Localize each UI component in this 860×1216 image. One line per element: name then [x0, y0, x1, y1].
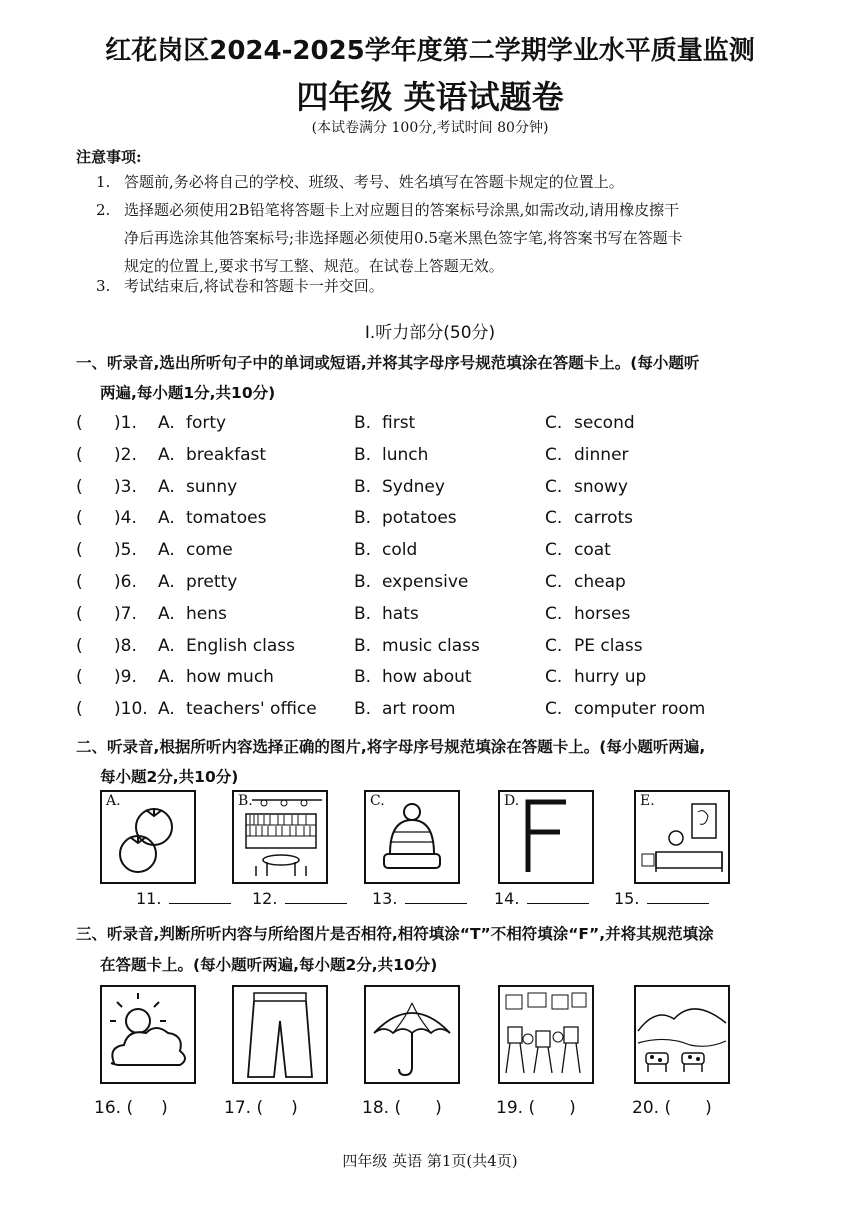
question-row	[76, 413, 796, 443]
picture-18-umbrella	[364, 985, 460, 1084]
tomatoes-icon	[102, 792, 194, 882]
tf-answer-16[interactable]	[94, 1098, 168, 1118]
tf-answer-20[interactable]	[632, 1098, 712, 1118]
question-number: )1.	[114, 413, 137, 433]
art-class-icon	[500, 987, 592, 1082]
question-number: )6.	[114, 572, 137, 592]
option-c-letter: C.	[545, 635, 563, 656]
option-b-text: cold	[382, 540, 418, 561]
option-a-letter: A.	[158, 603, 175, 624]
answer-paren[interactable]: (	[76, 572, 83, 592]
option-a-text: hens	[186, 603, 227, 624]
option-a-text: English class	[186, 635, 295, 656]
picture-label: A.	[106, 793, 121, 809]
answer-blank-11[interactable]	[136, 889, 231, 908]
question1-instruction: 一、听录音,选出所听句子中的单词或短语,并将其字母序号规范填涂在答题卡上。(每小题听	[76, 354, 700, 372]
option-a-text: pretty	[186, 572, 238, 592]
option-a-text: teachers' office	[186, 699, 317, 720]
option-b-letter: B.	[354, 635, 372, 656]
close-paren: )	[569, 1098, 576, 1118]
option-b-text: how about	[382, 667, 472, 688]
sick-in-bed-icon	[636, 792, 728, 882]
answer-number: 12.	[252, 889, 278, 908]
picture-17-pants	[232, 985, 328, 1084]
letter-f-icon	[500, 792, 592, 882]
hat-icon	[366, 792, 458, 882]
option-b-text: lunch	[382, 444, 429, 465]
picture-b-library	[232, 790, 328, 884]
question2-instruction: 二、听录音,根据所听内容选择正确的图片,将字母序号规范填涂在答题卡上。(每小题听两遍,	[76, 738, 706, 756]
answer-number: 17. (	[224, 1098, 264, 1118]
option-b-letter: B.	[354, 667, 372, 688]
option-c-letter: C.	[545, 540, 563, 561]
question2-instruction-cont: 每小题2分,共10分)	[100, 768, 239, 786]
question1-instruction-cont: 两遍,每小题1分,共10分)	[100, 384, 276, 402]
option-c-letter: C.	[545, 603, 563, 624]
option-b-text: expensive	[382, 572, 469, 592]
option-b-letter: B.	[354, 413, 372, 433]
question-row	[76, 667, 796, 697]
question-row	[76, 477, 796, 507]
answer-paren[interactable]: (	[76, 476, 83, 497]
umbrella-icon	[366, 987, 458, 1082]
option-c-text: computer room	[574, 699, 706, 720]
blank-line[interactable]	[405, 889, 467, 904]
option-a-text: tomatoes	[186, 508, 267, 529]
exam-subtitle: (本试卷满分 100分,考试时间 80分钟)	[311, 120, 549, 136]
option-b-text: first	[382, 413, 416, 433]
exam-title-line2: 四年级 英语试题卷	[296, 78, 564, 116]
option-a-text: forty	[186, 413, 227, 433]
option-c-text: coat	[574, 540, 611, 561]
answer-blank-12[interactable]	[252, 889, 347, 908]
option-b-text: potatoes	[382, 508, 457, 529]
pants-icon	[234, 987, 326, 1082]
notice-text: 答题前,务必将自己的学校、班级、考号、姓名填写在答题卡规定的位置上。	[124, 173, 624, 191]
section-title: Ⅰ.听力部分(50分)	[364, 323, 496, 343]
tf-answer-18[interactable]	[362, 1098, 442, 1118]
picture-16-cloudy-sun	[100, 985, 196, 1084]
picture-label: C.	[370, 793, 385, 809]
blank-line[interactable]	[527, 889, 589, 904]
option-b-text: Sydney	[382, 476, 445, 497]
question-number: )7.	[114, 603, 137, 624]
answer-blank-13[interactable]	[372, 889, 467, 908]
page-footer: 四年级 英语 第1页(共4页)	[342, 1152, 518, 1170]
question3-instruction: 三、听录音,判断所听内容与所给图片是否相符,相符填涂“T”不相符填涂“F”,并将其规范填涂	[76, 925, 714, 943]
library-icon	[234, 792, 326, 882]
answer-number: 19. (	[496, 1098, 536, 1118]
notice-text: 规定的位置上,要求书写工整、规范。在试卷上答题无效。	[124, 257, 504, 275]
picture-c-hat	[364, 790, 460, 884]
option-c-text: snowy	[574, 476, 628, 497]
picture-20-farm-cows	[634, 985, 730, 1084]
question-row	[76, 508, 796, 538]
option-b-letter: B.	[354, 540, 372, 561]
question-number: )4.	[114, 508, 137, 529]
notice-text: 选择题必须使用2B铅笔将答题卡上对应题目的答案标号涂黑,如需改动,请用橡皮擦干	[124, 201, 680, 219]
answer-paren[interactable]: (	[76, 699, 83, 720]
option-c-text: PE class	[574, 635, 643, 656]
option-a-letter: A.	[158, 444, 175, 465]
question-row	[76, 540, 796, 570]
option-a-letter: A.	[158, 540, 175, 561]
picture-label: D.	[504, 793, 520, 809]
close-paren: )	[705, 1098, 712, 1118]
answer-number: 14.	[494, 889, 520, 908]
question-number: )9.	[114, 667, 137, 688]
question-number: )8.	[114, 635, 137, 656]
picture-a-tomatoes	[100, 790, 196, 884]
picture-label: B.	[238, 793, 253, 809]
option-a-letter: A.	[158, 508, 175, 529]
option-a-letter: A.	[158, 667, 175, 688]
answer-number: 16. (	[94, 1098, 134, 1118]
notice-heading: 注意事项:	[76, 148, 142, 166]
answer-number: 18. (	[362, 1098, 402, 1118]
option-c-text: carrots	[574, 508, 633, 529]
option-b-letter: B.	[354, 508, 372, 529]
option-a-letter: A.	[158, 699, 175, 720]
option-c-text: second	[574, 413, 635, 433]
blank-line[interactable]	[169, 889, 231, 904]
option-c-letter: C.	[545, 699, 563, 720]
answer-paren[interactable]: (	[76, 508, 83, 529]
farm-cows-icon	[636, 987, 728, 1082]
option-b-letter: B.	[354, 476, 372, 497]
question-row	[76, 636, 796, 666]
option-c-text: hurry up	[574, 667, 647, 688]
option-c-text: horses	[574, 603, 631, 624]
question-row	[76, 699, 796, 729]
option-a-letter: A.	[158, 476, 175, 497]
option-b-text: art room	[382, 699, 456, 720]
answer-blank-14[interactable]	[494, 889, 589, 908]
question-row	[76, 572, 796, 602]
close-paren: )	[161, 1098, 168, 1118]
option-c-text: cheap	[574, 572, 626, 592]
tf-answer-19[interactable]	[496, 1098, 576, 1118]
blank-line[interactable]	[647, 889, 709, 904]
option-c-text: dinner	[574, 444, 629, 465]
question-row	[76, 604, 796, 634]
option-c-letter: C.	[545, 667, 563, 688]
option-a-text: come	[186, 540, 233, 561]
option-c-letter: C.	[545, 476, 563, 497]
notice-text: 净后再选涂其他答案标号;非选择题必须使用0.5毫米黑色签字笔,将答案书写在答题卡	[124, 229, 683, 247]
cloudy-sun-icon	[102, 987, 194, 1082]
option-a-text: how much	[186, 667, 274, 688]
option-b-letter: B.	[354, 444, 372, 465]
notice-num: 3.	[96, 277, 111, 295]
close-paren: )	[291, 1098, 298, 1118]
option-c-letter: C.	[545, 508, 563, 529]
blank-line[interactable]	[285, 889, 347, 904]
answer-paren[interactable]: (	[76, 667, 83, 688]
answer-number: 20. (	[632, 1098, 672, 1118]
option-b-letter: B.	[354, 603, 372, 624]
picture-19-art-class	[498, 985, 594, 1084]
question-number: )5.	[114, 540, 137, 561]
answer-number: 15.	[614, 889, 640, 908]
answer-number: 11.	[136, 889, 162, 908]
option-a-text: breakfast	[186, 444, 267, 465]
close-paren: )	[435, 1098, 442, 1118]
option-a-letter: A.	[158, 635, 175, 656]
answer-paren[interactable]: (	[76, 540, 83, 561]
notice-item-2	[96, 196, 800, 280]
option-a-letter: A.	[158, 572, 175, 592]
answer-number: 13.	[372, 889, 398, 908]
option-a-text: sunny	[186, 476, 238, 497]
exam-title-line1: 红花岗区2024-2025学年度第二学期学业水平质量监测	[105, 36, 755, 66]
option-b-text: hats	[382, 603, 419, 624]
notice-num: 1.	[96, 173, 111, 191]
option-c-letter: C.	[545, 413, 563, 433]
answer-paren[interactable]: (	[76, 603, 83, 624]
question-number: )10.	[114, 699, 148, 720]
question-row	[76, 445, 796, 475]
option-b-text: music class	[382, 635, 480, 656]
notice-item-3	[96, 272, 800, 300]
option-c-letter: C.	[545, 572, 563, 592]
notice-text: 考试结束后,将试卷和答题卡一并交回。	[124, 277, 384, 295]
question-number: )2.	[114, 444, 137, 465]
option-a-letter: A.	[158, 413, 175, 433]
option-b-letter: B.	[354, 699, 372, 720]
question-number: )3.	[114, 476, 137, 497]
picture-d-letter-f	[498, 790, 594, 884]
option-b-letter: B.	[354, 572, 372, 592]
picture-label: E.	[640, 793, 655, 809]
answer-paren[interactable]: (	[76, 444, 83, 465]
option-c-letter: C.	[545, 444, 563, 465]
answer-blank-15[interactable]	[614, 889, 709, 908]
notice-item-1	[96, 168, 800, 196]
tf-answer-17[interactable]	[224, 1098, 298, 1118]
question3-instruction-cont: 在答题卡上。(每小题听两遍,每小题2分,共10分)	[100, 956, 438, 974]
notice-num: 2.	[96, 201, 111, 219]
picture-e-sick-in-bed	[634, 790, 730, 884]
answer-paren[interactable]: (	[76, 635, 83, 656]
answer-paren[interactable]: (	[76, 413, 83, 433]
